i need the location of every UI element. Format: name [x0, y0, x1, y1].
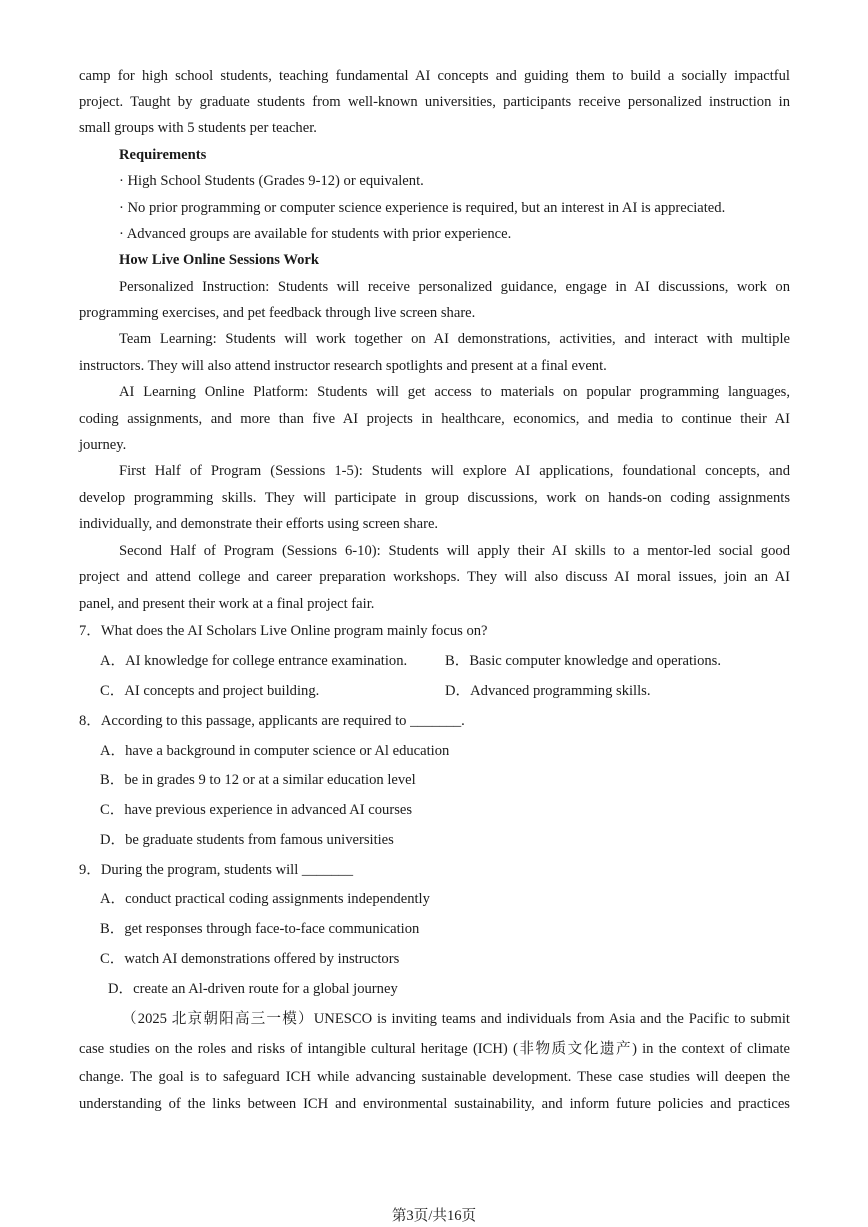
question-9-option-b: B．get responses through face-to-face communication — [100, 921, 420, 937]
requirements-heading: Requirements — [119, 147, 207, 163]
question-7-option-b: B．Basic computer knowledge and operations. — [445, 653, 721, 669]
next-passage-line-1: （2025 北京朝阳高三一模）UNESCO is inviting teams and individuals from Asia and the Pacific to submit — [122, 1011, 790, 1027]
passage-intro-line-2: project. Taught by graduate students from well-known universities, participants receive personalized instruction in — [79, 94, 790, 110]
question-9-stem: 9．During the program, students will _______ — [79, 862, 354, 878]
second-half-line-1: Second Half of Program (Sessions 6-10): Students will apply their AI skills to a mentor-led social good — [119, 543, 790, 559]
platform-line-3: journey. — [79, 437, 127, 453]
first-half-line-1: First Half of Program (Sessions 1-5): Students will explore AI applications, foundational concepts, and — [119, 463, 790, 479]
question-8-option-c: C．have previous experience in advanced AI courses — [100, 802, 413, 818]
platform-line-1: AI Learning Online Platform: Students will get access to materials on popular programming languages, — [119, 384, 790, 400]
question-7-stem: 7．What does the AI Scholars Live Online program mainly focus on? — [79, 623, 488, 639]
platform-line-2: coding assignments, and more than five AI projects in healthcare, economics, and media to continue their AI — [79, 411, 790, 427]
requirement-item-3: · Advanced groups are available for students with prior experience. — [119, 226, 512, 242]
question-7-option-d: D．Advanced programming skills. — [445, 683, 651, 699]
passage-intro-line-3: small groups with 5 students per teacher. — [79, 120, 317, 136]
passage-intro-line-1: camp for high school students, teaching fundamental AI concepts and guiding them to build a socially impactful — [79, 68, 790, 84]
question-8-option-b: B．be in grades 9 to 12 or at a similar education level — [100, 772, 416, 788]
question-7-option-a: A．AI knowledge for college entrance examination. — [100, 653, 408, 669]
sessions-heading: How Live Online Sessions Work — [119, 252, 320, 268]
question-8-option-d: D．be graduate students from famous universities — [100, 832, 394, 848]
next-passage-line-4: understanding of the links between ICH and environmental sustainability, and inform future policies and practices — [79, 1096, 790, 1112]
question-9-option-d: D．create an Al-driven route for a global journey — [108, 981, 398, 997]
question-8-stem: 8．According to this passage, applicants are required to _______. — [79, 713, 465, 729]
personalized-line-2: programming exercises, and pet feedback through live screen share. — [79, 305, 476, 321]
page-number: 第3页/共16页 — [391, 1208, 477, 1224]
question-7-option-c: C．AI concepts and project building. — [100, 683, 320, 699]
question-9-option-a: A．conduct practical coding assignments independently — [100, 891, 430, 907]
team-line-1: Team Learning: Students will work together on AI demonstrations, activities, and interact with multiple — [119, 331, 790, 347]
question-9-option-c: C．watch AI demonstrations offered by instructors — [100, 951, 400, 967]
second-half-line-3: panel, and present their work at a final project fair. — [79, 596, 375, 612]
personalized-line-1: Personalized Instruction: Students will receive personalized guidance, engage in AI discussions, work on — [119, 279, 790, 295]
first-half-line-2: develop programming skills. They will participate in group discussions, work on hands-on coding assignments — [79, 490, 790, 506]
first-half-line-3: individually, and demonstrate their efforts using screen share. — [79, 516, 439, 532]
next-passage-line-2: case studies on the roles and risks of intangible cultural heritage (ICH) (非物质文化遗产) in the context of climate — [79, 1041, 790, 1057]
requirement-item-1: · High School Students (Grades 9-12) or equivalent. — [119, 173, 424, 189]
question-8-option-a: A．have a background in computer science or Al education — [100, 743, 450, 759]
next-passage-line-3: change. The goal is to safeguard ICH while advancing sustainable development. These case studies will deepen the — [79, 1069, 790, 1085]
team-line-2: instructors. They will also attend instructor research spotlights and present at a final event. — [79, 358, 607, 374]
requirement-item-2: · No prior programming or computer science experience is required, but an interest in AI is appreciated. — [119, 200, 726, 216]
second-half-line-2: project and attend college and career preparation workshops. They will also discuss AI moral issues, join an AI — [79, 569, 790, 585]
